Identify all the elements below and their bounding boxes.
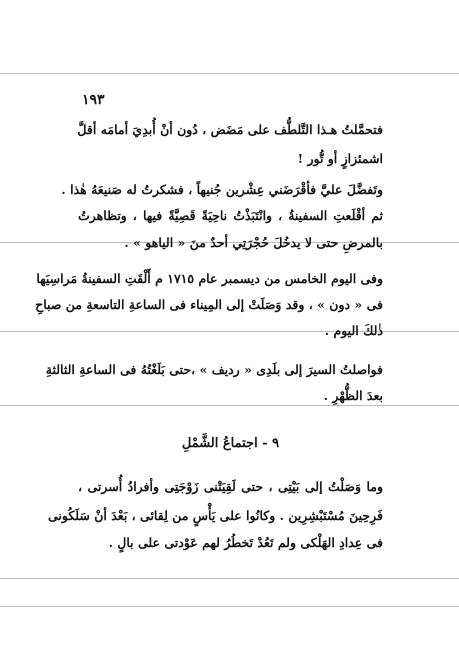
page-rule <box>0 606 459 607</box>
text-line: فى « دون » ، وقد وَصَلَتْ إلى المِيناء فى الساعةِ التاسعةِ من صباحِ <box>35 297 383 312</box>
text-line: اشمئزازٍ أو تُّور ! <box>297 151 383 166</box>
text-line: بعدَ الظُّهْرِ . <box>323 388 383 403</box>
section-heading: ٩ - اجتماعُ الشَّمْلِ <box>181 436 280 451</box>
page-number: ١٩٣ <box>82 92 105 108</box>
text-line: وما وَصَلْتُ إلى بَيْتِى ، حتى لَقِيَتْنى زَوْجَتِى وأفرادُ أُسرتى ، <box>78 479 383 494</box>
text-line: بالمرضِ حتى لا يدخُلَ حُجْرَتِي أحدٌ منَ « الياهو » . <box>124 235 383 250</box>
text-line: ثم أقْلَعتِ السفينةُ ، وانْتَبَذْتُ ناحِيَةً قَصِيَّةً فيها ، وتظاهرتُ <box>78 208 383 223</box>
page-rule <box>0 578 459 579</box>
text-line: ذٰلكَ اليوم . <box>324 323 383 338</box>
page-rule <box>0 73 459 74</box>
text-line: فواصلتُ السيرَ إلى بلَدِى « رديف » ،حتى بَلَغْتُهُ فى الساعةِ الثالثةِ <box>45 362 383 377</box>
text-line: فتحمَّلتُ هـذا التَّلطُّف على مَضَض ، دُون أنْ أُبدِيَ أمامَه أقلَّ <box>77 122 383 137</box>
text-line: فى عِدادِ الهَلْكى ولم تَعُدْ تَخطُرُ لهم عَوْدتى على بالٍ . <box>108 535 383 550</box>
text-line: فَرِحِينَ مُسْتَبْشِرِين . وكانُوا على يَأْسٍ من لِقائى ، بَعْدَ أنْ سَلَكُونى <box>48 508 383 523</box>
text-line: وتَفضَّلَ عليَّ فأقْرَضَني عِشْرين جُنيهاً ، فشكرتُ له صَنيعَهُ هٰذا . <box>61 182 383 197</box>
text-line: وفى اليوم الخامس من ديسمبر عام ١٧١٥ م أَلْقَتِ السفينةُ مَراسِيَها <box>36 271 383 286</box>
